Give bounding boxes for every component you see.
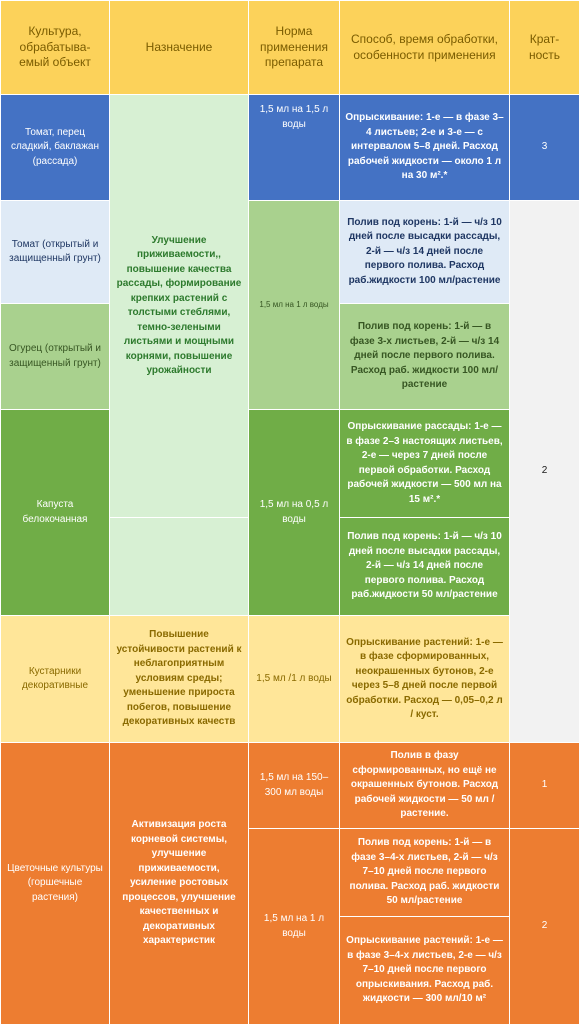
method-cabbage-water: Полив под корень: 1-й — ч/з 10 дней после высадки рассады, 2-й — ч/з 14 дней после первого полива. Расход раб.жидкости 50 мл/растение	[340, 518, 510, 616]
culture-tomato-ground: Томат (открытый и защищенный грунт)	[1, 201, 110, 304]
frequency-flowers-1: 1	[510, 743, 579, 829]
culture-tomato-seedling: Томат, перец сладкий, баклажан (рассада)	[1, 95, 110, 201]
method-shrubs: Опрыскивание растений: 1-е — в фазе сформированных, неокрашенных бутонов, 2-е через 5–8 дней после первой обработки. Расход — 0,05–0,2 л / куст.	[340, 616, 510, 743]
frequency-vegetables: 2	[510, 201, 579, 743]
row-cabbage-spray	[1, 410, 579, 518]
purpose-shrubs: Повышение устойчивости растений к неблагоприятным условиям среды; уменьшение прироста побегов, повышение декоративных качеств	[110, 616, 249, 743]
header-method: Способ, время обработки, особенности применения	[340, 1, 510, 95]
rate-flowers-1: 1,5 мл на 150–300 мл воды	[249, 743, 340, 829]
rate-tomato-seedling: 1,5 мл на 1,5 л воды	[249, 95, 340, 201]
method-cabbage-spray: Опрыскивание рассады: 1-е — в фазе 2–3 настоящих листьев, 2-е — через 7 дней после первой обработки. Расход рабочей жидкости — 500 мл на 15 м².*	[340, 410, 510, 518]
header-rate: Норма применения препарата	[249, 1, 340, 95]
method-flowers-1: Полив в фазу сформированных, но ещё не окрашенных бутонов. Расход рабочей жидкости — 50 мл / растение.	[340, 743, 510, 829]
purpose-vegetables: Улучшение приживаемости,, повышение качества рассады, формирование крепких растений с толстыми стеблями, темно-зелеными листьями и мощными корнями, повышение урожайности	[110, 95, 249, 518]
method-tomato-seedling: Опрыскивание: 1-е — в фазе 3–4 листьев; 2-е и 3-е — с интервалом 5–8 дней. Расход рабочей жидкости — около 1 л на 30 м².*	[340, 95, 510, 201]
culture-shrubs: Кустарники декоративные	[1, 616, 110, 743]
culture-cucumber: Огурец (открытый и защищенный грунт)	[1, 304, 110, 410]
purpose-flowers: Активизация роста корневой системы, улучшение приживаемости, усиление ростовых процессов, улучшение качественных и декоративных характеристик	[110, 743, 249, 1025]
rate-tomato-cucumber: 1,5 мл на 1 л воды	[249, 201, 340, 410]
method-cucumber: Полив под корень: 1-й — в фазе 3-х листьев, 2-й — ч/з 14 дней после первого полива. Расход раб. жидкости 100 мл/растение	[340, 304, 510, 410]
culture-cabbage: Капуста белокочанная	[1, 410, 110, 616]
rate-cabbage: 1,5 мл на 0,5 л воды	[249, 410, 340, 616]
header-frequency: Крат-ность	[510, 1, 579, 95]
row-shrubs	[1, 616, 579, 743]
header-row	[1, 1, 579, 95]
rate-shrubs: 1,5 мл /1 л воды	[249, 616, 340, 743]
row-tomato-ground	[1, 201, 579, 304]
header-purpose: Назначение	[110, 1, 249, 95]
row-flowers-1	[1, 743, 579, 829]
frequency-flowers-2: 2	[510, 829, 579, 1025]
frequency-tomato-seedling: 3	[510, 95, 579, 201]
method-flowers-2: Полив под корень: 1-й — в фазе 3–4-х листьев, 2-й — ч/з 7–10 дней после первого полива. Расход раб. жидкости 50 мл/растение	[340, 829, 510, 917]
header-culture: Культура, обрабатыва-емый объект	[1, 1, 110, 95]
row-tomato-seedling	[1, 95, 579, 201]
purpose-spacer	[110, 518, 249, 616]
rate-flowers-2: 1,5 мл на 1 л воды	[249, 829, 340, 1025]
method-flowers-3: Опрыскивание растений: 1-е — в фазе 3–4-х листьев, 2-е — ч/з 7–10 дней после первого опрыскивания. Расход раб. жидкости — 300 мл/10 м²	[340, 917, 510, 1025]
culture-flowers: Цветочные культуры (горшечные растения)	[1, 743, 110, 1025]
method-tomato-ground: Полив под корень: 1-й — ч/з 10 дней после высадки рассады, 2-й — ч/з 14 дней после первого полива. Расход раб.жидкости 100 мл/растение	[340, 201, 510, 304]
